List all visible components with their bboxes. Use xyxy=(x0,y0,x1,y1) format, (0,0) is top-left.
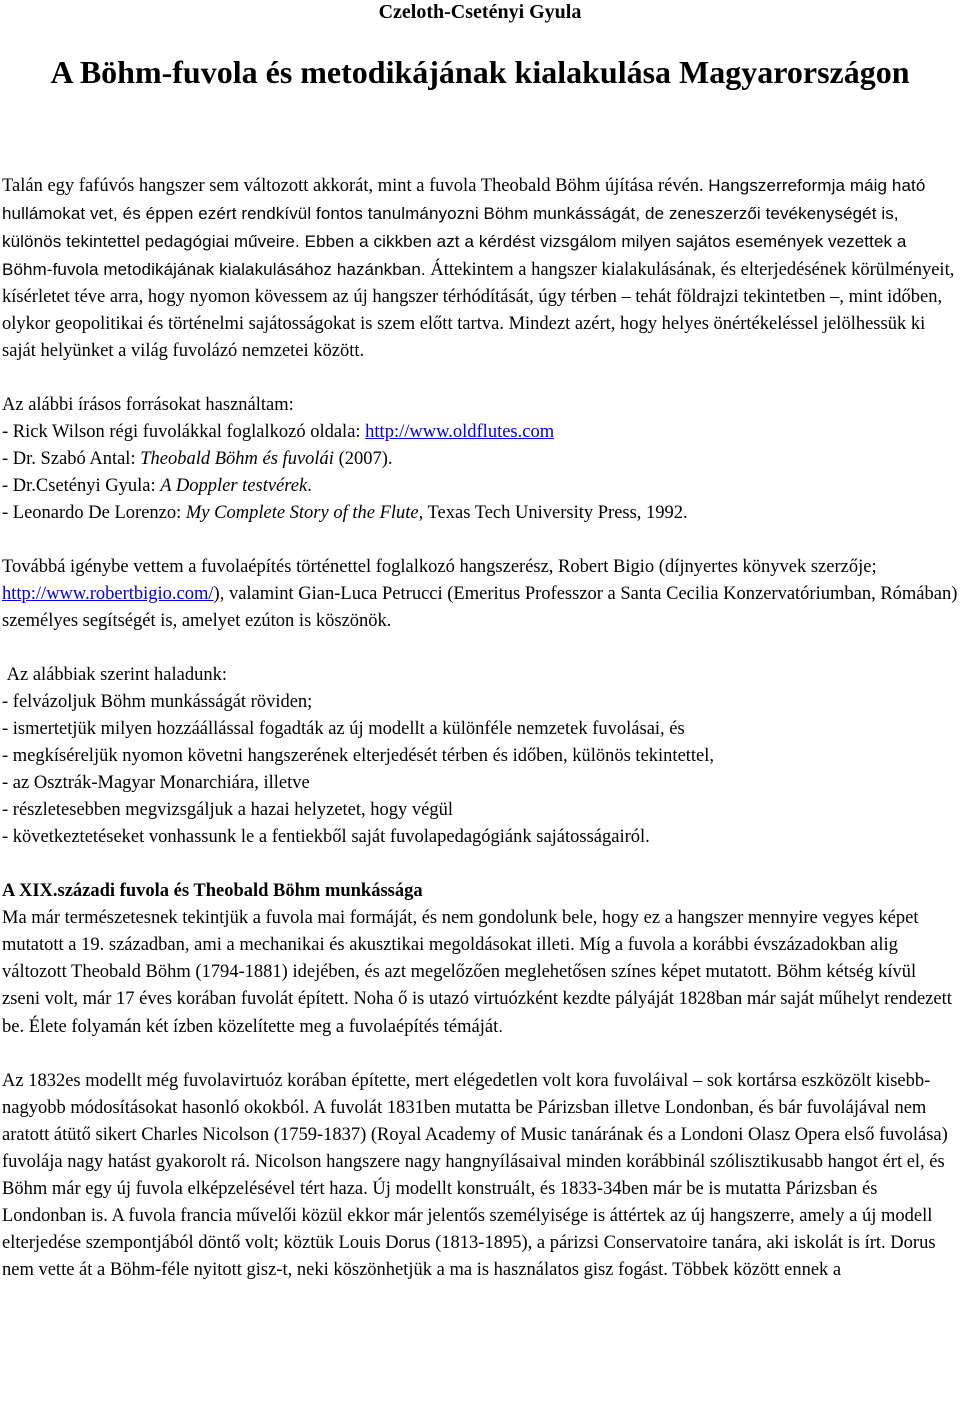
intro-sentences-sans: Hangszerreformja máig ható hullámokat vet, és éppen ezért rendkívül fontos tanulmányozni Böhm munkásságát, de zeneszerzői tevékenységét is, különös tekintettel pedagógiai műveire. Ebben a cikkben azt a kérdést vizsgálom milyen sajátos események vezettek a Böhm-fuvola metodikájának kialakulásához hazánkban. xyxy=(2,176,926,279)
plan-heading: Az alábbiak szerint haladunk: xyxy=(6,665,227,685)
section-paragraph-1: Ma már természetesnek tekintjük a fuvola mai formáját, és nem gondolunk bele, hogy ez a hangszer mennyire vegyes képet mutatott a 19. században, ami a mechanikai és akusztikai megoldásokat illeti. Míg a fuvola a korábbi évszázadokban alig változott Theobald Böhm (1794-1881) idejében, és azt megelőzően meglehetősen színes képet mutatott. Böhm kétség kívül zseni volt, már 17 éves korában fuvolát épített. Noha ő is utazó virtuózként kezdte pályáját 1828ban már saját műhelyt rendezett be. Élete folyamán két ízben közelítette meg a fuvolaépítés témáját. xyxy=(2,908,952,1037)
spacer xyxy=(2,851,958,878)
spacer xyxy=(2,365,958,392)
spacer xyxy=(2,527,958,554)
source-item-delorenzo: - Leonardo De Lorenzo: My Complete Story of the Flute, Texas Tech University Press, 1992. xyxy=(2,503,688,523)
plan-item: - részletesebben megvizsgáljuk a hazai helyzetet, hogy végül xyxy=(2,800,454,820)
intro-sentence-1: Talán egy fafúvós hangszer sem változott akkorát, mint a fuvola Theobald Böhm újítása révén. xyxy=(2,176,704,196)
source-title: A Doppler testvérek xyxy=(160,476,308,496)
oldflutes-link[interactable]: http://www.oldflutes.com xyxy=(365,422,555,442)
intro-sentences-rest: Áttekintem a hangszer kialakulásának, és elterjedésének körülményeit, kísérletet téve arra, hogy nyomon kövessem az új hangszer térhódítását, úgy térben – tehát földrajzi tekintetben –, mint időben, olykor geopolitikai és történelmi sajátosságokat is szem előtt tartva. Mindezt azért, hogy helyes önértékeléssel jelölhessük ki saját helyünket a világ fuvolázó nemzetei között. xyxy=(2,260,955,361)
plan-item: - az Osztrák-Magyar Monarchiára, illetve xyxy=(2,773,310,793)
spacer xyxy=(2,635,958,662)
thanks-paragraph: Továbbá igénybe vettem a fuvolaépítés történettel foglalkozó hangszerész, Robert Bigio (díjnyertes könyvek szerzője; http://www.robertbigio.com/), valamint Gian-Luca Petrucci (Emeritus Professzor a Santa Cecilia Konzervatóriumban, Rómában) személyes segítségét is, amelyet ezúton is köszönök. xyxy=(2,557,958,631)
source-title: My Complete Story of the Flute, xyxy=(185,503,424,523)
plan-item: - megkíséreljük nyomon követni hangszerének elterjedését térben és időben, különös tekintettel, xyxy=(2,746,715,766)
author-name: Czeloth-Csetényi Gyula xyxy=(378,1,582,23)
spacer xyxy=(2,1041,958,1068)
plan-item: - felvázoljuk Böhm munkásságát röviden; xyxy=(2,692,313,712)
robertbigio-link[interactable]: http://www.robertbigio.com/ xyxy=(2,584,214,604)
page-title: A Böhm-fuvola és metodikájának kialakulása Magyarországon xyxy=(50,54,910,90)
source-item-csetenyi: - Dr.Csetényi Gyula: A Doppler testvérek. xyxy=(2,476,312,496)
plan-item: - ismertetjük milyen hozzáállással fogadták az új modellt a különféle nemzetek fuvolásai, és xyxy=(2,719,685,739)
source-item-wilson: - Rick Wilson régi fuvolákkal foglalkozó oldala: http://www.oldflutes.com xyxy=(2,422,555,442)
section-paragraph-2: Az 1832es modellt még fuvolavirtuóz korában építette, mert elégedetlen volt kora fuvoláival – sok kortársa eszközölt kisebb-nagyobb módosításokat hasonló okokból. A fuvolát 1831ben mutatta be Párizsban illetve Londonban, és bár fuvolájával nem aratott átütő sikert Charles Nicolson (1759-1837) (Royal Academy of Music tanárának és a Londoni Olasz Opera első fuvolása) fuvolája nagy hatást gyakorolt rá. Nicolson hangszere nagy hangnyílásaival minden korábbinál szólisztikusabb hangot ért el, és Böhm már egy új fuvola elképzelésével tért haza. Új modellt konstruált, és 1833-34ben már be is mutatta Párizsban és Londonban is. A fuvola francia művelői közül ekkor már jelentős személyisége is áttértek az új hangszerre, amely a új modell elterjedése szempontjából döntő volt; köztük Louis Dorus (1813-1895), a párizsi Conservatoire tanára, aki iskolát is írt. Dorus nem vette át a Böhm-féle nyitott gisz-t, neki köszönhetjük a ma is használatos gisz fogást. Többek között ennek a xyxy=(2,1071,948,1280)
source-item-szabo: - Dr. Szabó Antal: Theobald Böhm és fuvolái (2007). xyxy=(2,449,393,469)
plan-list xyxy=(2,662,958,851)
sources-list xyxy=(2,392,958,527)
intro-paragraph xyxy=(2,172,958,365)
plan-item: - következtetéseket vonhassunk le a fentiekből saját fuvolapedagógiánk sajátosságairól. xyxy=(2,827,650,847)
source-title: Theobald Böhm és fuvolái xyxy=(140,449,334,469)
sources-heading: Az alábbi írásos forrásokat használtam: xyxy=(2,395,294,415)
section-heading: A XIX.századi fuvola és Theobald Böhm munkássága xyxy=(2,881,423,901)
document-body xyxy=(2,172,958,1284)
